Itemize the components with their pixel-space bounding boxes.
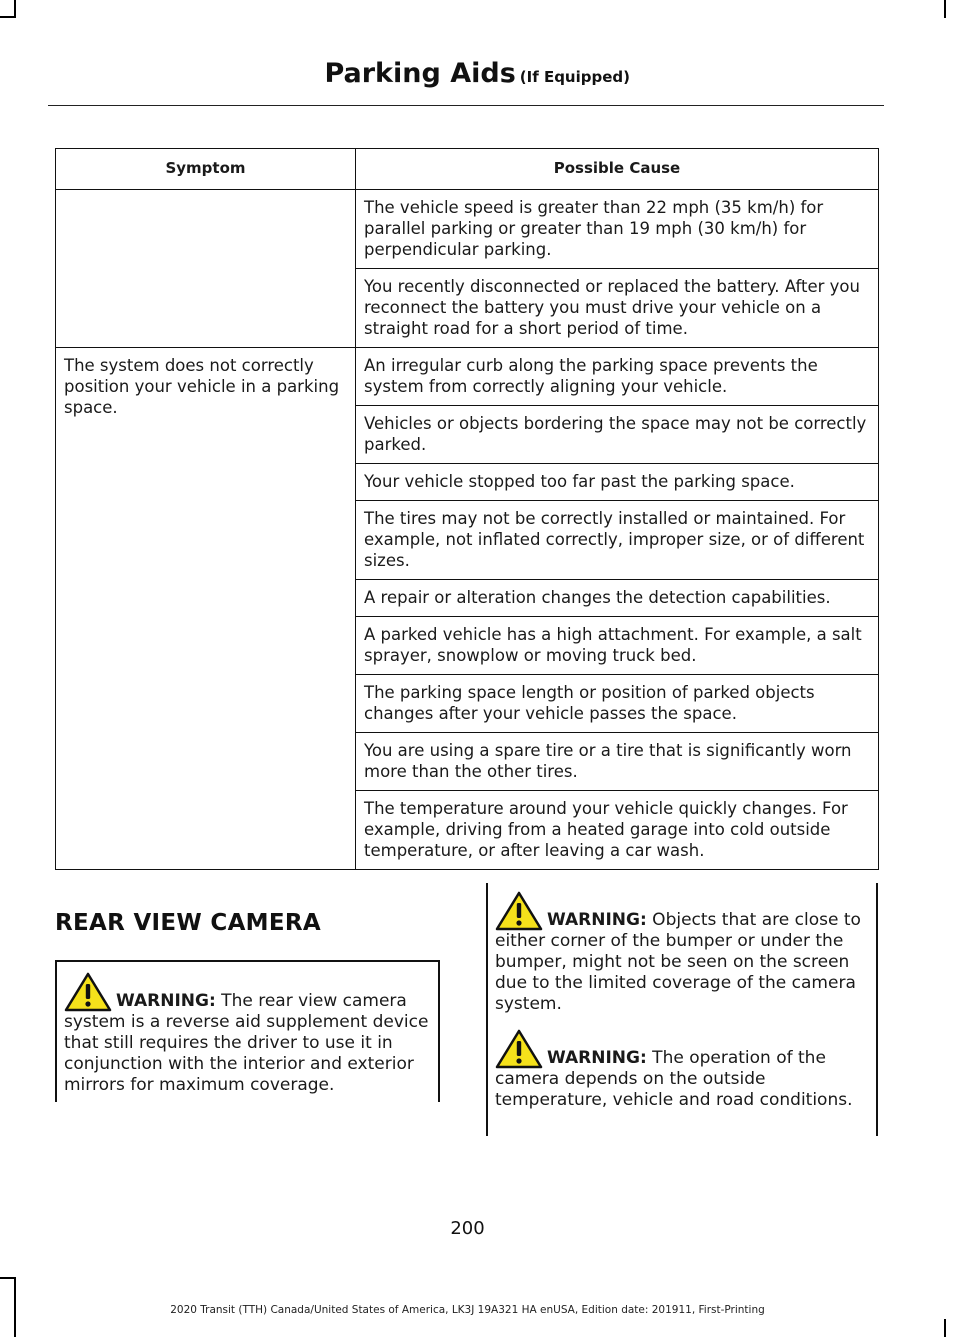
warning-paragraph	[495, 1029, 870, 1111]
possible-cause-cell: An irregular curb along the parking space prevents the system from correctly aligning your vehicle.	[356, 348, 879, 406]
page-title-main: Parking Aids	[324, 58, 516, 89]
possible-cause-cell: The temperature around your vehicle quickly changes. For example, driving from a heated garage into cold outside temperature, or after leaving a car wash.	[356, 791, 879, 870]
warning-text: The rear view camera system is a reverse aid supplement device that still requires the driver to use it in conjunction with the interior and exterior mirrors for maximum coverage.	[64, 991, 429, 1095]
header-divider	[48, 105, 884, 106]
warning-paragraph	[64, 972, 432, 1096]
possible-cause-cell: You are using a spare tire or a tire that is significantly worn more than the other tires.	[356, 733, 879, 791]
possible-cause-cell: You recently disconnected or replaced the battery. After you reconnect the battery you must drive your vehicle on a straight road for a short period of time.	[356, 269, 879, 348]
column-header-possible-cause: Possible Cause	[356, 149, 879, 190]
table-row	[56, 348, 879, 406]
column-header-symptom: Symptom	[56, 149, 356, 190]
possible-cause-cell: A repair or alteration changes the detection capabilities.	[356, 580, 879, 617]
warning-triangle-icon	[64, 972, 112, 1012]
table-header-row	[56, 149, 879, 190]
page-number: 200	[450, 1218, 485, 1239]
warning-label: WARNING:	[116, 991, 216, 1011]
warning-text: The operation of the camera depends on the outside temperature, vehicle and road conditions.	[495, 1048, 853, 1110]
warning-label: WARNING:	[547, 1048, 647, 1068]
possible-cause-cell: The tires may not be correctly installed or maintained. For example, not inflated correctly, improper size, or of different sizes.	[356, 501, 879, 580]
symptom-cause-table	[55, 148, 879, 870]
possible-cause-cell: The vehicle speed is greater than 22 mph (35 km/h) for parallel parking or greater than 19 mph (30 km/h) for perpendicular parking.	[356, 190, 879, 269]
possible-cause-cell: A parked vehicle has a high attachment. For example, a salt sprayer, snowplow or moving truck bed.	[356, 617, 879, 675]
section-heading: REAR VIEW CAMERA	[55, 910, 321, 936]
warning-triangle-icon	[495, 1029, 543, 1069]
possible-cause-cell: Your vehicle stopped too far past the parking space.	[356, 464, 879, 501]
crop-mark	[0, 1277, 16, 1279]
possible-cause-cell: Vehicles or objects bordering the space may not be correctly parked.	[356, 406, 879, 464]
crop-mark	[944, 1319, 946, 1337]
footer-text: 2020 Transit (TTH) Canada/United States of America, LK3J 19A321 HA enUSA, Edition date: 201911, First-Printing	[170, 1304, 765, 1316]
warning-text: Objects that are close to either corner of the bumper or under the bumper, might not be seen on the screen due to the limited coverage of the camera system.	[495, 910, 861, 1014]
table-row	[56, 190, 879, 269]
page-title-qualifier: (If Equipped)	[519, 68, 630, 86]
symptom-cell	[56, 190, 356, 348]
page-title	[324, 58, 630, 89]
warning-triangle-icon	[495, 891, 543, 931]
symptom-cell: The system does not correctly position your vehicle in a parking space.	[56, 348, 356, 870]
warning-box-left	[55, 960, 440, 1102]
possible-cause-cell: The parking space length or position of parked objects changes after your vehicle passes the space.	[356, 675, 879, 733]
crop-mark	[944, 0, 946, 18]
crop-mark	[0, 16, 16, 18]
table-body	[56, 190, 879, 870]
warning-label: WARNING:	[547, 910, 647, 930]
warning-box-right	[486, 883, 878, 1136]
warning-paragraph	[495, 891, 870, 1015]
